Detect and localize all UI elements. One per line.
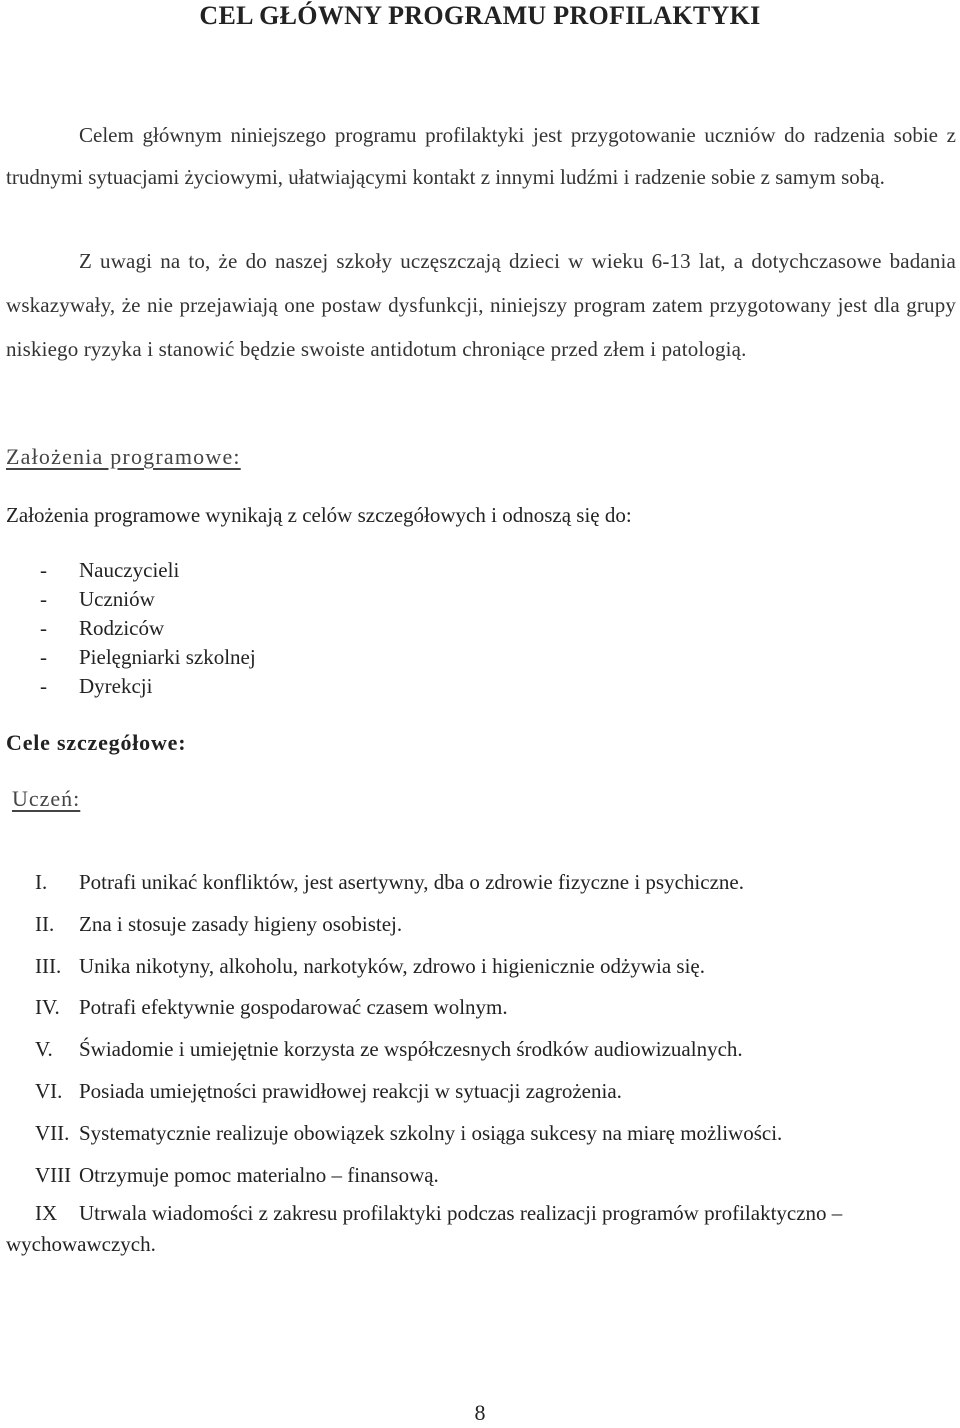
goal-number: IV. — [35, 995, 60, 1020]
list-item-label: Dyrekcji — [79, 674, 153, 698]
assumptions-intro: Założenia programowe wynikają z celów szczegółowych i odnoszą się do: — [6, 503, 632, 527]
goal-number: VI. — [35, 1078, 63, 1103]
dash-bullet: - — [40, 674, 47, 698]
detailed-goals-heading: Cele szczegółowe: — [6, 730, 187, 755]
list-item-label: Uczniów — [79, 587, 155, 611]
goal-number: IX — [35, 1201, 58, 1225]
goal-text: Unika nikotyny, alkoholu, narkotyków, zdrowo i higienicznie odżywia się. — [79, 953, 705, 978]
list-item-label: Rodziców — [79, 616, 165, 640]
list-item-label: Pielęgniarki szkolnej — [79, 645, 256, 669]
goal-number: VII. — [35, 1120, 70, 1145]
paragraph-goal: Celem głównym niniejszego programu profilaktyki jest przygotowanie uczniów do radzenia sobie z trudnymi sytuacjami życiowymi, ułatwiającymi kontakt z innymi ludźmi i radzenie sobie z samym sobą. — [6, 123, 956, 189]
goal-item — [0, 904, 960, 946]
goal-text: Potrafi efektywnie gospodarować czasem wolnym. — [79, 995, 508, 1020]
goal-number: VIII — [35, 1162, 72, 1187]
student-subheading: Uczeń: — [12, 786, 81, 811]
goal-item — [0, 1155, 960, 1197]
page-number: 8 — [474, 1400, 486, 1425]
goal-text: Utrwala wiadomości z zakresu profilaktyki podczas realizacji programów profilaktyczno – wychowawczych. — [6, 1201, 843, 1256]
goal-item — [0, 1029, 960, 1071]
goal-number: I. — [35, 870, 48, 894]
goal-item-last — [6, 1198, 956, 1260]
goal-item — [0, 987, 960, 1029]
dash-bullet: - — [40, 645, 47, 669]
goal-text: Zna i stosuje zasady higieny osobistej. — [79, 911, 403, 936]
paragraph-context: Z uwagi na to, że do naszej szkoły uczęszczają dzieci w wieku 6-13 lat, a dotychczasowe badania wskazywały, że nie przejawiają one postaw dysfunkcji, niniejszy program zatem przygotowany jest dla grupy niskiego ryzyka i stanowić będzie swoiste antidotum chroniące przed złem i patologią. — [6, 249, 956, 361]
goal-text: Potrafi unikać konfliktów, jest asertywny, dba o zdrowie fizyczne i psychiczne. — [79, 870, 744, 894]
goal-number: V. — [35, 1037, 53, 1062]
goal-text: Świadomie i umiejętnie korzysta ze współczesnych środków audiowizualnych. — [79, 1037, 743, 1062]
goal-text: Systematycznie realizuje obowiązek szkolny i osiąga sukcesy na miarę możliwości. — [79, 1120, 783, 1145]
dash-bullet: - — [40, 587, 47, 611]
goals-list — [0, 862, 960, 1196]
list-item-label: Nauczycieli — [79, 558, 180, 582]
dash-bullet: - — [40, 616, 47, 640]
goal-item — [0, 1113, 960, 1155]
assumptions-heading: Założenia programowe: — [6, 444, 241, 469]
goal-item — [0, 946, 960, 988]
goal-text: Posiada umiejętności prawidłowej reakcji w sytuacji zagrożenia. — [79, 1078, 622, 1103]
goal-number: III. — [35, 953, 62, 978]
dash-bullet: - — [40, 558, 47, 582]
page-title: CEL GŁÓWNY PROGRAMU PROFILAKTYKI — [199, 1, 761, 30]
goal-item — [0, 1071, 960, 1113]
goal-text: Otrzymuje pomoc materialno – finansową. — [79, 1162, 439, 1187]
goal-number: II. — [35, 911, 55, 936]
goal-item — [0, 862, 960, 904]
